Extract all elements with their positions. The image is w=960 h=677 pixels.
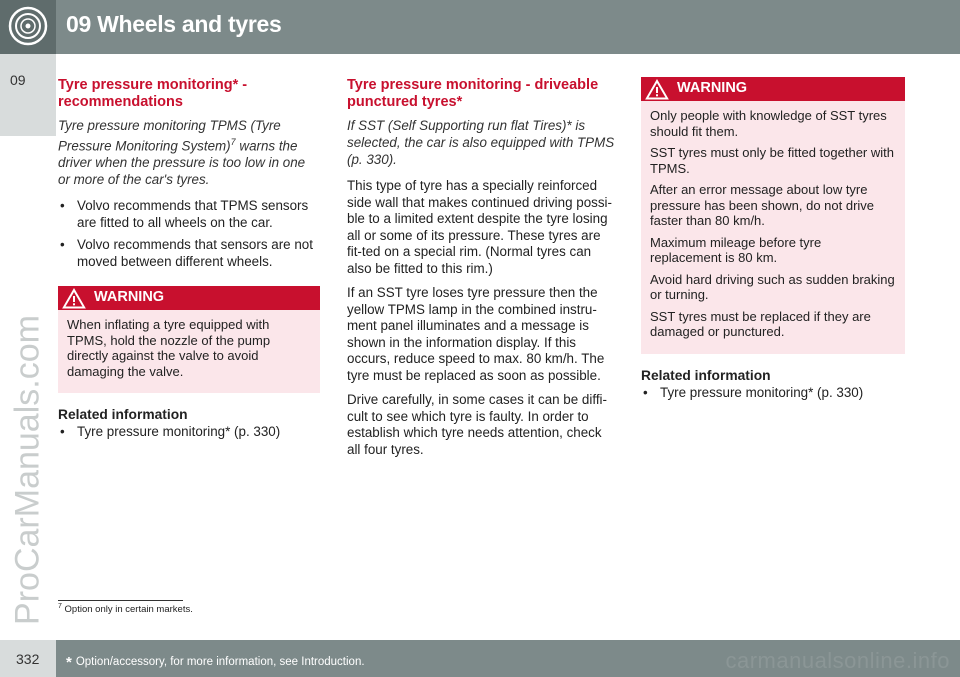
warning-triangle-icon [645, 79, 669, 100]
chapter-number: 09 [10, 72, 26, 88]
section-intro: If SST (Self Supporting run flat Tires)* is selected, the car is also equipped with TPMS (p. 330). [347, 118, 615, 167]
list-item: • Volvo recommends that TPMS sensors are fitted to all wheels on the car. [60, 198, 309, 230]
paragraph: If an SST tyre loses tyre pressure then the yellow TPMS lamp in the combined instru-ment panel illuminates and a message is shown in the information display. If this occurs, reduce speed to max. 80 km/h. The tyre must be replaced as soon as possible. [347, 285, 605, 383]
list-item: • Volvo recommends that sensors are not moved between different wheels. [60, 237, 313, 269]
warning-text: After an error message about low tyre pressure has been shown, do not drive faster than 80 km/h. [650, 182, 875, 228]
warning-title: WARNING [677, 80, 748, 96]
chapter-tab [0, 54, 56, 136]
warning-text: SST tyres must be replaced if they are damaged or punctured. [650, 308, 871, 339]
footnote: $^7$ Option only in certain markets. [58, 603, 193, 616]
warning-triangle-icon [62, 288, 86, 309]
section-title: Tyre pressure monitoring* - recommendations [58, 77, 248, 110]
warning-text: Avoid hard driving such as sudden braking or turning. [650, 271, 895, 302]
paragraph: Drive carefully, in some cases it can be diffi-cult to see which tyre is faulty. In order to establish which tyre needs attention, check all four tyres. [347, 392, 607, 457]
footnote-ref[interactable]: 7 [230, 137, 236, 147]
column-sst-warning [641, 77, 905, 407]
page-header [0, 0, 960, 54]
related-title: Related information [58, 407, 188, 423]
warning-box [641, 77, 905, 354]
column-driveable-punctured [347, 77, 615, 466]
warning-title: WARNING [94, 289, 165, 306]
warning-text: SST tyres must only be fitted together with TPMS. [650, 145, 894, 176]
wheel-icon [8, 6, 48, 46]
footer-note: * Option/accessory, for more information, see Introduction. [66, 654, 365, 671]
page-title: 09 Wheels and tyres [66, 11, 282, 37]
warning-header [58, 286, 320, 310]
bottom-watermark: carmanualsonline.info [725, 648, 950, 673]
related-link[interactable]: • Tyre pressure monitoring* (p. 330) [60, 424, 281, 440]
paragraph: This type of tyre has a specially reinforced side wall that makes continued driving possi-ble to a limited extent despite the tyre losing all or some of its pressure. These tyres are fit-ted on a special rim. (Normal tyres can also be fitted to this rim.) [347, 178, 612, 276]
related-link[interactable]: • Tyre pressure monitoring* (p. 330) [643, 384, 864, 400]
section-intro: Tyre pressure monitoring TPMS (Tyre Pressure Monitoring System)$^7$ warns the driver when the pressure is too low in one or more of the car's tyres. [58, 118, 306, 188]
footer-tab [0, 640, 56, 677]
section-title: Tyre pressure monitoring - driveable punctured tyres* [347, 77, 599, 110]
side-watermark: ProCarManuals.com [8, 315, 47, 625]
warning-text: Only people with knowledge of SST tyres should fit them. [650, 108, 887, 139]
page-number: 332 [16, 651, 40, 667]
related-title: Related information [641, 367, 771, 383]
warning-box [58, 286, 320, 393]
warning-text: Maximum mileage before tyre replacement is 80 km. [650, 234, 822, 265]
column-recommendations [58, 77, 320, 447]
warning-header [641, 77, 905, 101]
header-icon-tab [0, 0, 56, 54]
footnote-divider [58, 600, 183, 601]
warning-text: When inflating a tyre equipped with TPMS, hold the nozzle of the pump directly against the valve to avoid damaging the valve. [67, 317, 271, 379]
